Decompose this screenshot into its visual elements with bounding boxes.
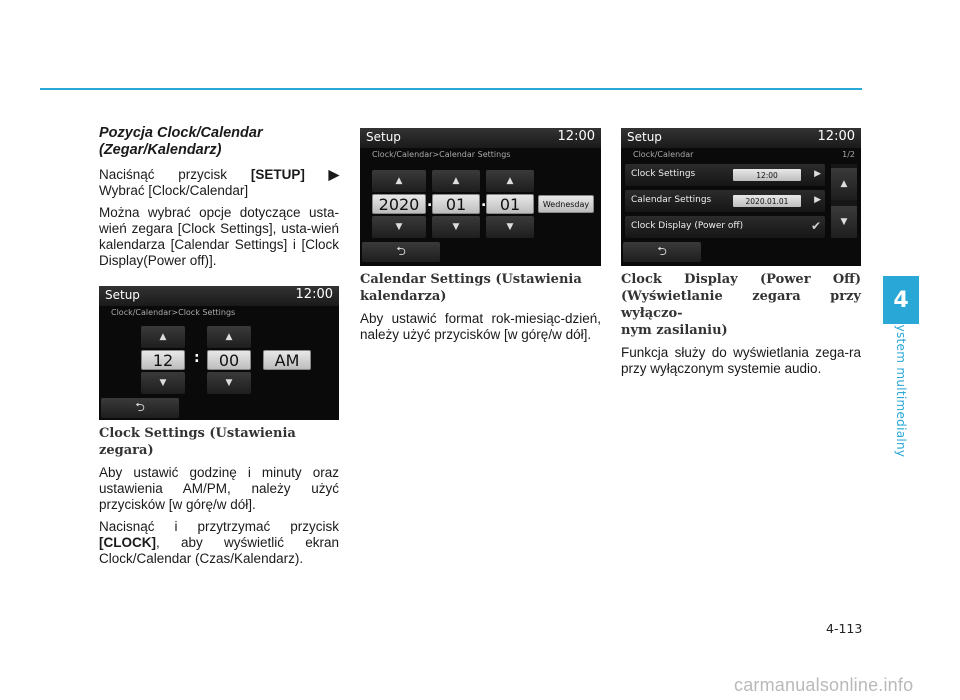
menu-row-clock-display[interactable] [625, 216, 825, 238]
column-2 [360, 128, 601, 343]
back-button[interactable]: ⮌ [623, 242, 701, 262]
setup-text: Naciśnąć przycisk [99, 167, 228, 182]
checkmark-icon: ✔ [810, 219, 821, 233]
menu-row-clock-settings[interactable] [625, 164, 825, 186]
minute-value: 00 [207, 350, 251, 370]
caption-line-1: Clock Display (Power Off) [621, 272, 861, 287]
row-value: 12:00 [733, 169, 801, 181]
scroll-down-button[interactable]: ▼ [831, 206, 857, 238]
setup-button-ref: [SETUP] ▶ [250, 167, 339, 182]
screen-clock-calendar-menu [621, 128, 861, 266]
watermark: carmanualsonline.info [734, 675, 914, 695]
year-value: 2020 [372, 194, 426, 214]
top-rule [40, 88, 862, 90]
screen-title: Setup [366, 130, 401, 144]
day-up-button[interactable]: ▲ [486, 170, 534, 192]
back-button[interactable]: ⮌ [101, 398, 179, 418]
column-1 [99, 125, 339, 567]
row-label: Clock Display (Power off) [631, 221, 744, 231]
screen-time: 12:00 [817, 129, 855, 144]
caption-line-2: kalendarza) [360, 289, 447, 304]
month-down-button[interactable]: ▼ [432, 216, 480, 238]
caption-clock-display [621, 271, 861, 339]
screen-title: Setup [627, 130, 662, 144]
clock-cont: , aby wyświetlić ekran Clock/Calendar (Czas/Kalendarz). [99, 535, 339, 566]
month-value: 01 [432, 194, 480, 214]
screen-breadcrumb: Clock/Calendar [633, 150, 694, 159]
date-separator-1: . [427, 194, 433, 210]
back-button[interactable]: ⮌ [362, 242, 440, 262]
scrollbar [831, 164, 857, 238]
screen-calendar-settings [360, 128, 601, 266]
menu-row-calendar-settings[interactable] [625, 190, 825, 212]
row-value: 2020.01.01 [733, 195, 801, 207]
setup-line [99, 167, 339, 183]
date-separator-2: . [481, 194, 487, 210]
chapter-title: System multimedialny [894, 316, 908, 458]
paragraph-clock-display: Funkcja służy do wyświetlania zega-ra przy wyłączonym systemie audio. [621, 345, 861, 376]
minute-down-button[interactable]: ▼ [207, 372, 251, 394]
screen-title: Setup [105, 288, 140, 302]
hour-down-button[interactable]: ▼ [141, 372, 185, 394]
paragraph-clock-button [99, 519, 339, 567]
caption-line-3: nym zasilaniu) [621, 323, 728, 338]
heading-line-1: Pozycja Clock/Calendar [99, 125, 263, 141]
column-3 [621, 128, 861, 377]
screen-time: 12:00 [295, 287, 333, 302]
scroll-up-button[interactable]: ▲ [831, 168, 857, 200]
screen-clock-settings [99, 286, 339, 420]
section-heading [99, 125, 339, 159]
caption-calendar-settings [360, 271, 601, 305]
row-label: Calendar Settings [631, 195, 712, 205]
setup-cont: Wybrać [Clock/Calendar] [99, 183, 249, 198]
time-separator: : [194, 350, 200, 366]
clock-button-ref: [CLOCK] [99, 535, 156, 550]
caption-line-1: Calendar Settings (Ustawienia [360, 272, 582, 287]
screen-time: 12:00 [557, 129, 595, 144]
minute-up-button[interactable]: ▲ [207, 326, 251, 348]
year-down-button[interactable]: ▼ [372, 216, 426, 238]
hour-value: 12 [141, 350, 185, 370]
row-label: Clock Settings [631, 169, 696, 179]
weekday-value: Wednesday [538, 195, 594, 213]
heading-line-2: (Zegar/Kalendarz) [99, 142, 222, 158]
paragraph-calendar-settings: Aby ustawić format rok-miesiąc-dzień, należy użyć przycisków [w górę/w dół]. [360, 311, 601, 342]
paragraph-setup [99, 167, 339, 199]
paragraph-clock-settings: Aby ustawić godzinę i minuty oraz ustawienia AM/PM, należy użyć przycisków [w górę/w dół]. [99, 465, 339, 512]
chevron-right-icon: ▶ [814, 169, 821, 179]
day-value: 01 [486, 194, 534, 214]
hour-up-button[interactable]: ▲ [141, 326, 185, 348]
month-up-button[interactable]: ▲ [432, 170, 480, 192]
day-down-button[interactable]: ▼ [486, 216, 534, 238]
year-up-button[interactable]: ▲ [372, 170, 426, 192]
screen-breadcrumb: Clock/Calendar>Clock Settings [111, 308, 236, 317]
screen-breadcrumb: Clock/Calendar>Calendar Settings [372, 150, 511, 159]
chapter-number: 4 [893, 287, 909, 313]
caption-line-2: (Wyświetlanie zegara przy wyłączo- [621, 289, 861, 321]
paragraph-options: Można wybrać opcje dotyczące usta-wień zegara [Clock Settings], usta-wień kalendarza [Calendar Settings] i [Clock Display(Power off)]. [99, 205, 339, 268]
clock-text: Nacisnąć i przytrzymać przycisk [99, 519, 339, 534]
ampm-value[interactable]: AM [263, 350, 311, 370]
screen-page-indicator: 1/2 [842, 150, 855, 159]
chevron-right-icon: ▶ [814, 195, 821, 205]
page-number: 4-113 [826, 621, 863, 636]
caption-clock-settings: Clock Settings (Ustawienia zegara) [99, 426, 296, 458]
